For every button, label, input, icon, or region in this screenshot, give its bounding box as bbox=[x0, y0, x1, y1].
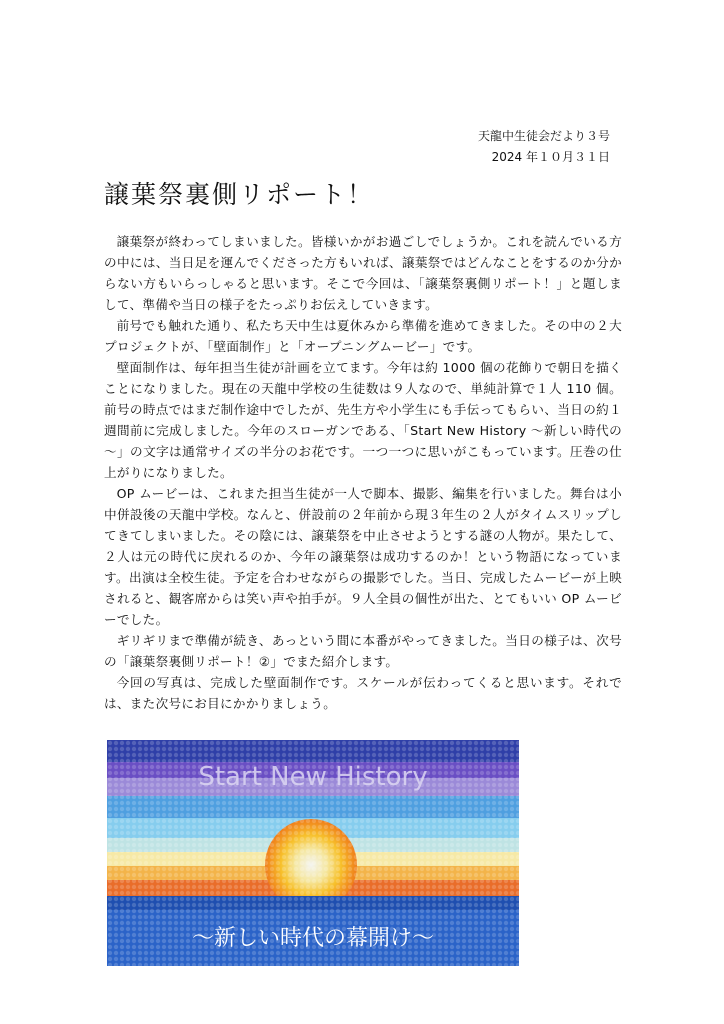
paragraph-op-movie: OP ムービーは、これまた担当生徒が一人で脚本、撮影、編集を行いました。舞台は小中併設後の天龍中学校。なんと、併設前の２年前から現３年生の２人がタイムスリップしてきてしまいました。その陰には、譲葉祭を中止させようとする謎の人物が。果たして、２人は元の時代に戻れるのか、今年の譲葉祭は成功するのか！という物語になっています。出演は全校生徒。予定を合わせながらの撮影でした。当日、完成したムービーが上映されると、観客席からは笑い声や拍手が。９人全員の個性が出た、とてもいい OP ムービーでした。 bbox=[104, 486, 622, 627]
article-title: 譲葉祭裏側リポート！ bbox=[104, 180, 375, 209]
article-body bbox=[104, 231, 622, 714]
wall-art-image bbox=[107, 740, 519, 966]
slogan-text: Start New History bbox=[198, 762, 428, 792]
wall-art-photo bbox=[107, 740, 519, 966]
paragraph-photo-note: 今回の写真は、完成した壁面制作です。スケールが伝わってくると思います。それでは、また次号にお目にかかりましょう。 bbox=[104, 675, 622, 711]
newsletter-name: 天龍中生徒会だより３号 bbox=[477, 129, 610, 143]
photo-caption: ～新しい時代の幕開け～ bbox=[191, 926, 435, 951]
paragraph-next-issue: ギリギリまで準備が続き、あっという間に本番がやってきました。当日の様子は、次号の「譲葉祭裏側リポート！②」でまた紹介します。 bbox=[104, 633, 622, 669]
paragraph-projects: 前号でも触れた通り、私たち天中生は夏休みから準備を進めてきました。その中の２大プロジェクトが、「壁面制作」と「オープニングムービー」です。 bbox=[104, 318, 622, 354]
newsletter-header bbox=[478, 126, 610, 168]
issue-date: 2024 年１０月３１日 bbox=[491, 150, 610, 164]
paragraph-wall-art: 壁面制作は、毎年担当生徒が計画を立てます。今年は約 1000 個の花飾りで朝日を描くことになりました。現在の天龍中学校の生徒数は９人なので、単純計算で１人 110 個。前号の時点ではまだ制作途中でしたが、先生方や小学生にも手伝ってもらい、当日の約１週間前に完成しました。今年のスローガンである、「Start New History ～新しい時代の～」の文字は通常サイズの半分のお花です。一つ一つに思いがこもっています。圧巻の仕上がりになりました。 bbox=[104, 360, 622, 480]
paragraph-intro: 譲葉祭が終わってしまいました。皆様いかがお過ごしでしょうか。これを読んでいる方の中には、当日足を運んでくださった方もいれば、譲葉祭ではどんなことをするのか分からない方もいらっしゃると思います。そこで今回は、「譲葉祭裏側リポート！」と題しまして、準備や当日の様子をたっぷりお伝えしていきます。 bbox=[104, 234, 622, 312]
